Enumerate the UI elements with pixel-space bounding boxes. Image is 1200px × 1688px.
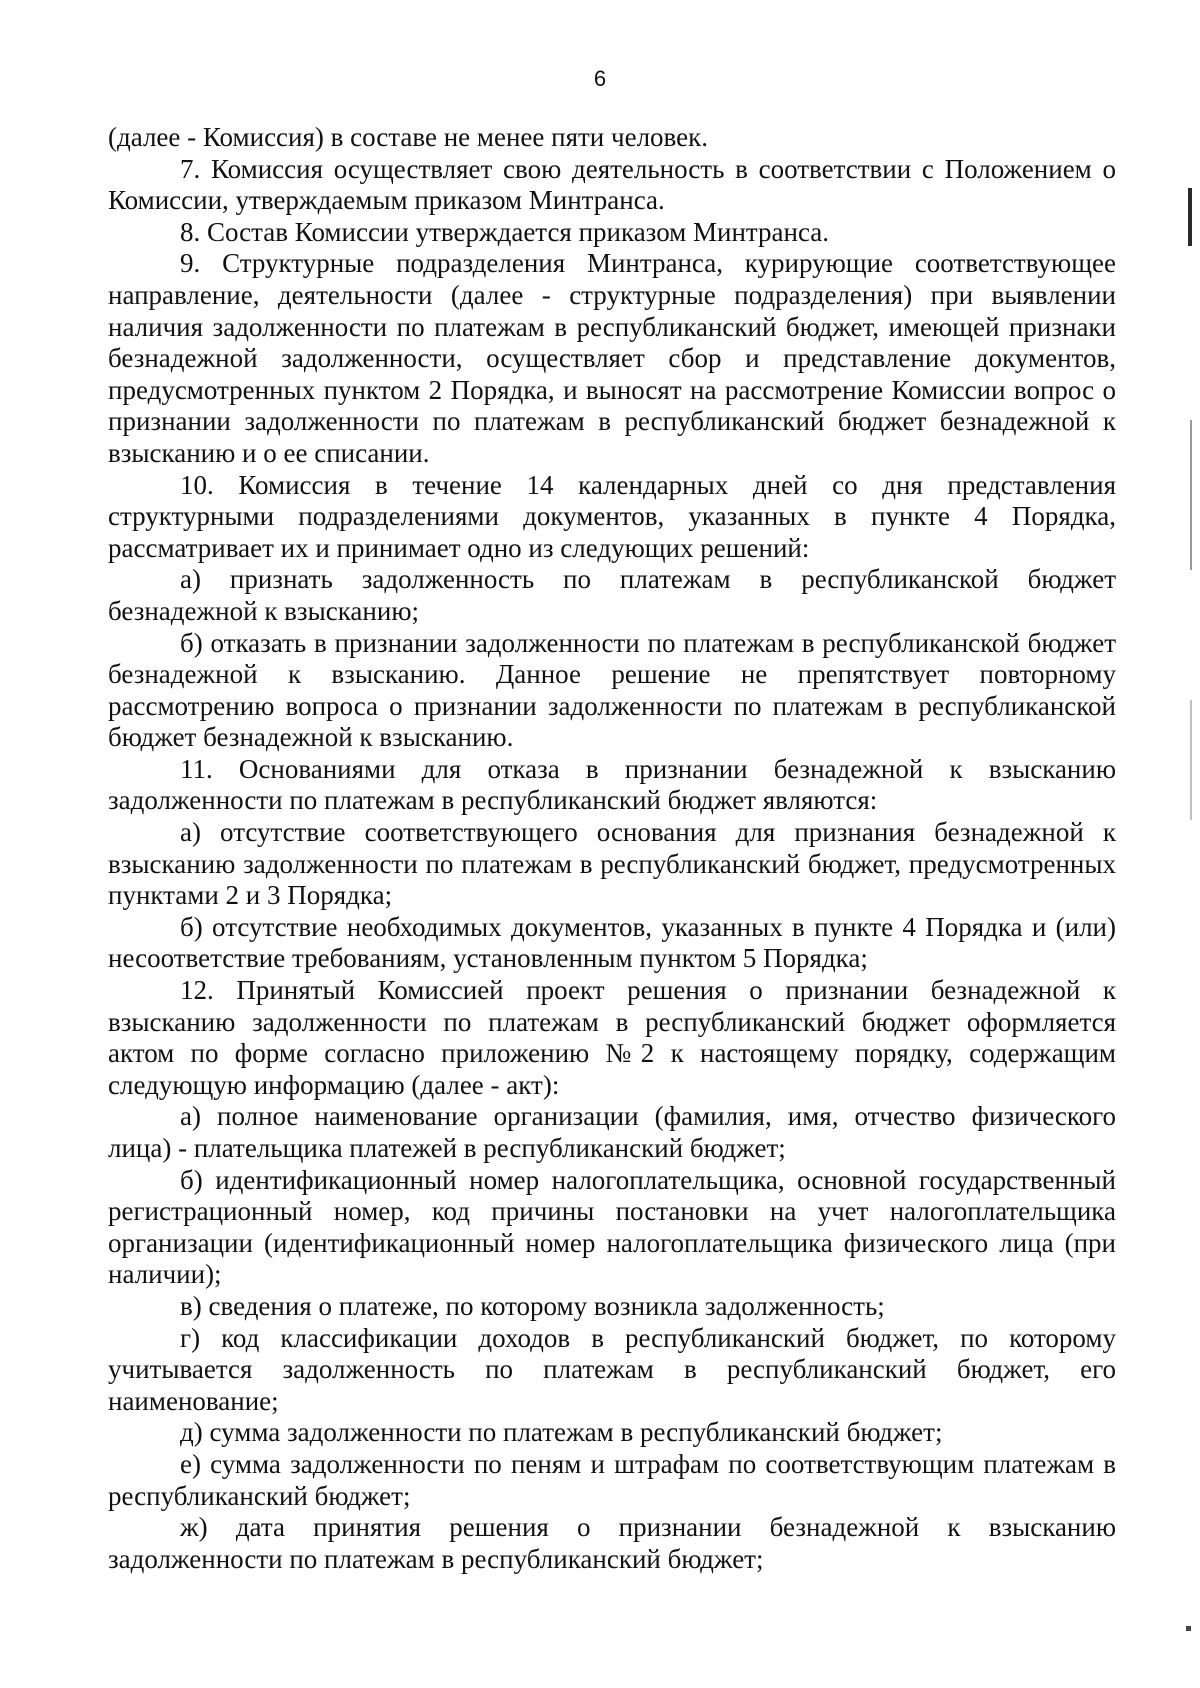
paragraph-item-12g: г) код классификации доходов в республиканский бюджет, по которому учитывается задолженность по платежам в республиканский бюджет, его наименование; [108, 1322, 1116, 1416]
paragraph-item-12zh: ж) дата принятия решения о признании безнадежной к взысканию задолженности по платежам в республиканский бюджет; [108, 1512, 1116, 1574]
paragraph-continuation: (далее - Комиссия) в составе не менее пяти человек. [108, 122, 708, 152]
paragraph-item-11a: а) отсутствие соответствующего основания для признания безнадежной к взысканию задолженности по платежам в республиканский бюджет, предусмотренных пунктами 2 и 3 Порядка; [108, 817, 1116, 911]
document-body [108, 122, 1116, 1575]
paragraph-item-7: 7. Комиссия осуществляет свою деятельность в соответствии с Положением о Комиссии, утверждаемым приказом Минтранса. [108, 153, 1116, 216]
scan-mark [1188, 188, 1192, 246]
paragraph-item-12a: а) полное наименование организации (фамилия, имя, отчество физического лица) - плательщика платежей в республиканский бюджет; [108, 1101, 1116, 1163]
paragraph-item-12v: в) сведения о платеже, по которому возникла задолженность; [180, 1290, 885, 1321]
paragraph-item-10a: а) признать задолженность по платежам в республиканской бюджет безнадежной к взысканию; [108, 564, 1116, 626]
scan-mark [1190, 700, 1192, 820]
page-number: 6 [593, 66, 607, 91]
paragraph-item-8: 8. Состав Комиссии утверждается приказом Минтранса. [180, 216, 830, 247]
scan-mark [1186, 1626, 1191, 1631]
scan-mark [1190, 420, 1192, 570]
paragraph-item-10: 10. Комиссия в течение 14 календарных дней со дня представления структурными подразделениями документов, указанных в пункте 4 Порядка, рассматривает их и принимает одно из следующих решений: [108, 469, 1116, 563]
paragraph-item-11: 11. Основаниями для отказа в признании безнадежной к взысканию задолженности по платежам в республиканский бюджет являются: [108, 753, 1116, 816]
paragraph-item-12b: б) идентификационный номер налогоплательщика, основной государственный регистрационный номер, код причины постановки на учет налогоплательщика организации (идентификационный номер налогоплательщика физического лица (при наличии); [108, 1164, 1116, 1290]
paragraph-item-10b: б) отказать в признании задолженности по платежам в республиканской бюджет безнадежной к взысканию. Данное решение не препятствует повторному рассмотрению вопроса о признании задолженности по платежам в республиканской бюджет безнадежной к взысканию. [108, 627, 1116, 753]
paragraph-item-12e: е) сумма задолженности по пеням и штрафам по соответствующим платежам в республиканский бюджет; [108, 1448, 1116, 1511]
paragraph-item-9: 9. Структурные подразделения Минтранса, курирующие соответствующее направление, деятельности (далее - структурные подразделения) при выявлении наличия задолженности по платежам в республиканский бюджет, имеющей признаки безнадежной задолженности, осуществляет сбор и представление документов, предусмотренных пунктом 2 Порядка, и выносят на рассмотрение Комиссии вопрос о признании задолженности по платежам в республиканский бюджет безнадежной к взысканию и о ее списании. [108, 248, 1116, 468]
paragraph-item-12: 12. Принятый Комиссией проект решения о признании безнадежной к взысканию задолженности по платежам в республиканский бюджет оформляется актом по форме согласно приложению №2 к настоящему порядку, содержащим следующую информацию (далее - акт): [108, 975, 1116, 1100]
paragraph-item-11b: б) отсутствие необходимых документов, указанных в пункте 4 Порядка и (или) несоответствие требованиям, установленным пунктом 5 Порядка; [108, 911, 1116, 974]
paragraph-item-12d: д) сумма задолженности по платежам в республиканский бюджет; [180, 1417, 943, 1448]
